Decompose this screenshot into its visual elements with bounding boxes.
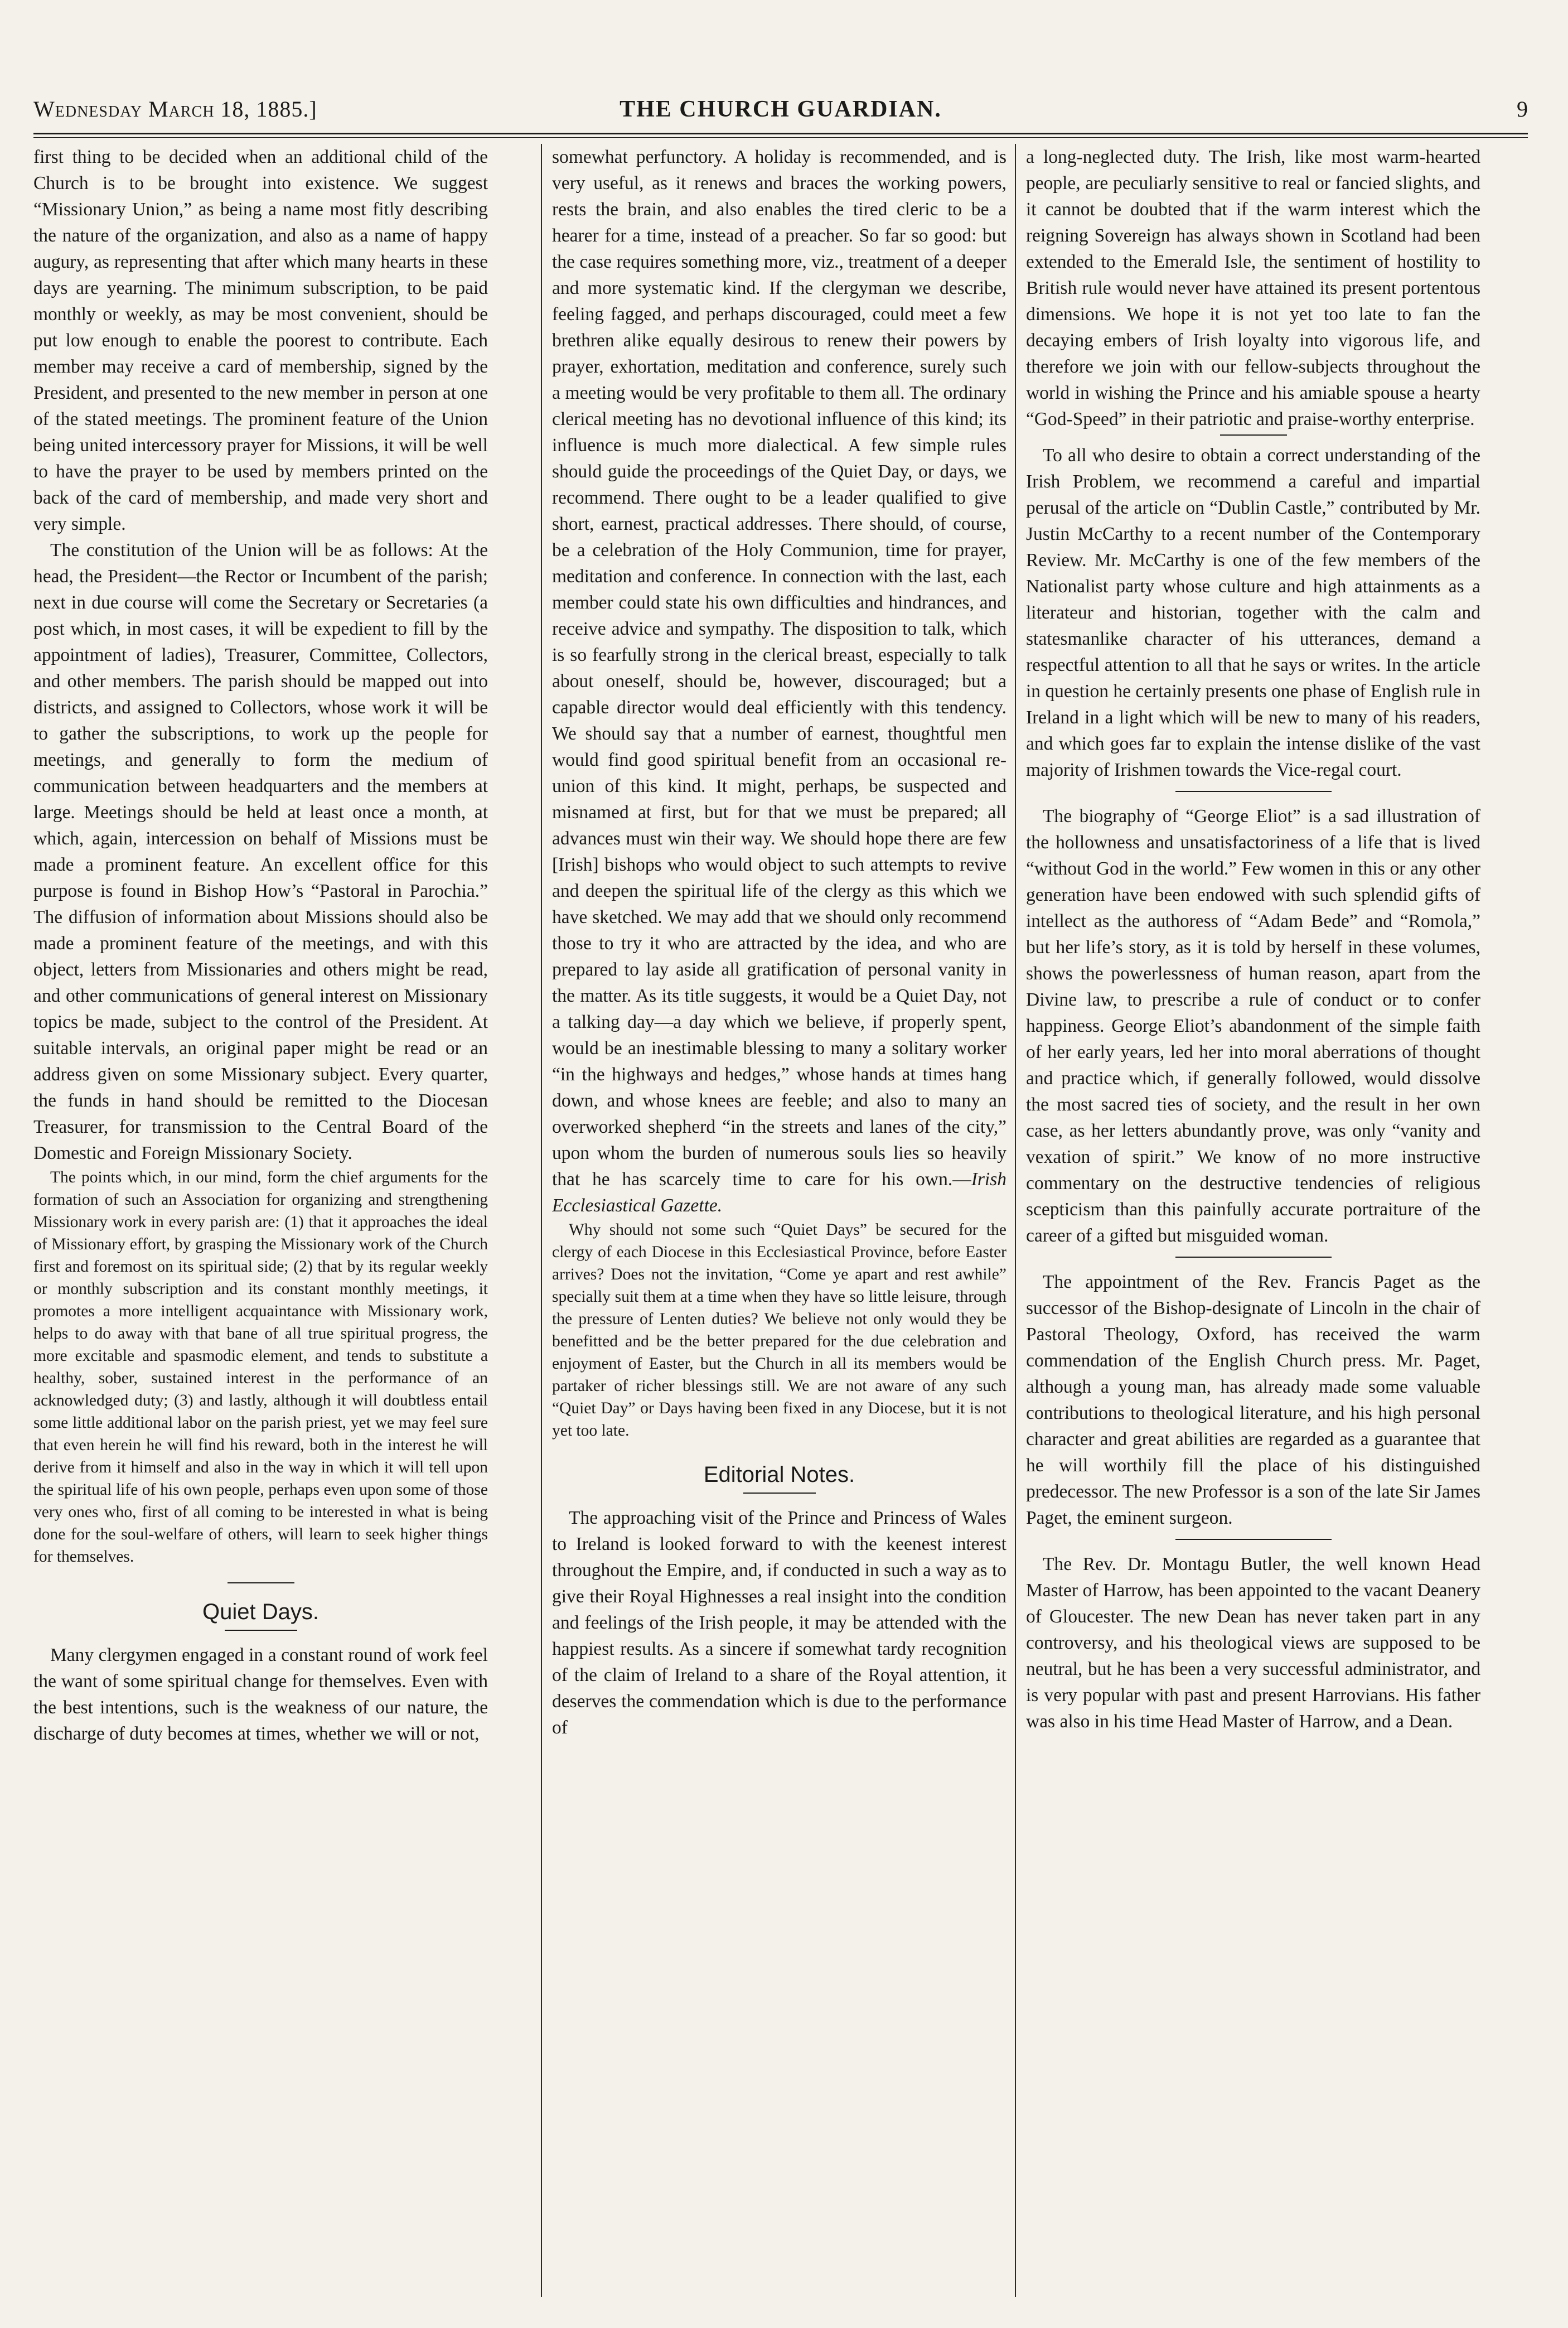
section-heading-editorial-notes: Editorial Notes. (703, 1462, 855, 1487)
article-paragraph: Many clergymen engaged in a constant round of work feel the want of some spiritual change for themselves. Even with the best intentions, such is the weakness of our nature, the discharge of duty becomes at times, whether we will or not, (33, 1645, 488, 1744)
section-rule (1175, 1257, 1332, 1258)
article-paragraph: a long-neglected duty. The Irish, like most warm-hearted people, are peculiarly sensitive to real or fancied slights, and it cannot be doubted that if the warm interest which the reigning Sovereign has always shown in Scotland had been extended to the Emerald Isle, the sentiment of hostility to British rule would never have attained its present portentous dimensions. We hope it is not yet too late to fan the decaying embers of Irish loyalty into vigorous life, and therefore we join with our fellow-subjects throughout the world in wishing the Prince and his amiable spouse a hearty “God-Speed” in their patriotic and praise-worthy enterprise. (1026, 147, 1480, 429)
section-rule (1175, 791, 1332, 792)
article-paragraph: To all who desire to obtain a correct understanding of the Irish Problem, we recommend a careful and impartial perusal of the article on “Dublin Castle,” contributed by Mr. Justin McCarthy to a recent number of the Contemporary Review. Mr. McCarthy is one of the few members of the Nationalist party whose culture and high attainments as a literateur and historian, together with the calm and statesmanlike character of his utterances, demand a respectful attention to all that he says or writes. In the article in question he certainly presents one phase of English rule in Ireland in a light which will be new to many of his readers, and which goes far to explain the intense dislike of the vast majority of Irishmen towards the Vice-regal court. (1026, 445, 1480, 780)
paragraph-text: somewhat perfunctory. A holiday is recommended, and is very useful, as it renews and braces the working powers, rests the brain, and also enables the tired cleric to be a hearer for a time, instead of a preacher. So far so good: but the case requires something more, viz., treatment of a deeper and more systematic kind. If the clergyman we describe, feeling fagged, and perhaps discouraged, could meet a few brethren alike equally desirous to renew their powers by prayer, exhortation, meditation and conference, surely such a meeting would be very profitable to them all. The ordinary clerical meeting has no devotional influence of this kind; its influence is much more dialectical. A few simple rules should guide the proceedings of the Quiet Day, or days, we recommend. There ought to be a leader qualified to give short, earnest, practical addresses. There should, of course, be a celebration of the Holy Communion, time for prayer, meditation and conference. In connection with the last, each member could state his own difficulties and hindrances, and receive advice and sympathy. The disposition to talk, which is so fearfully strong in the clerical breast, especially to talk about oneself, should be, however, discouraged; but a capable director would deal efficiently with this tendency. We should say that a number of earnest, thoughtful men would find good spiritual benefit from an occasional re-union of this kind. It might, perhaps, be suspected and misnamed at first, but for that we must be prepared; all advances must win their way. We should hope there are few [Irish] bishops who would object to such attempts to revive and deepen the spiritual life of the clergy as this which we have sketched. We may add that we should only recommend those to try it who are attracted by the idea, and who are prepared to lay aside all gratification of personal vanity in the matter. As its title suggests, it would be a Quiet Day, not a talking day—a day which we believe, if properly spent, would be an inestimable blessing to many a solitary worker “in the highways and hedges,” whose hands at times hang down, and whose knees are feeble; and also to many an overworked shepherd “in the streets and lanes of the city,” upon whom the burden of numerous souls lies so heavily that he has scarcely time to care for his own.— (552, 147, 1006, 1190)
article-paragraph: The points which, in our mind, form the chief arguments for the formation of such an Association for organizing and strengthening Missionary work in every parish are: (1) that it approaches the ideal of Missionary effort, by grasping the Missionary work of the Church first and foremost on its spiritual side; (2) that by its regular weekly or monthly subscription and its constant monthly meetings, it promotes a more intelligent acquaintance with Missionary work, helps to do away with that bane of all true spiritual progress, the more excitable and spasmodic element, and tends to substitute a healthy, sober, sustained interest in the performance of an acknowledged duty; (3) and lastly, although it will doubtless entail some little additional labor on the parish priest, yet we may feel sure that even herein he will find his reward, both in the interest he will derive from it himself and also in the way in which it will tell upon the spiritual life of his own people, perhaps even upon some of those very ones who, first of all coming to be interested in what is being done for the soul-welfare of others, will learn to seek higher things for themselves. (33, 1168, 488, 1566)
header-rule (33, 133, 1528, 134)
article-paragraph: The appointment of the Rev. Francis Paget as the successor of the Bishop-designate of Lincoln in the chair of Pastoral Theology, Oxford, has received the warm commendation of the English Church press. Mr. Paget, although a young man, has already made some valuable contributions to theological literature, and his high personal character and great abilities are regarded as a guarantee that he will worthily fill the place of his distinguished predecessor. The new Professor is a son of the late Sir James Paget, the eminent surgeon. (1026, 1272, 1480, 1528)
newspaper-title: THE CHURCH GUARDIAN. (620, 96, 942, 122)
header-rule-thin (33, 137, 1528, 138)
article-paragraph: The biography of “George Eliot” is a sad illustration of the hollowness and unsatisfactoriness of a life that is lived “without God in the world.” Few women in this or any other generation have been endowed with such splendid gifts of intellect as the authoress of “Adam Bede” and “Romola,” but her life’s story, as it is told by herself in these volumes, shows the powerlessness of human reason, apart from the Divine law, to prescribe a rule of conduct or to confer happiness. George Eliot’s abandonment of the simple faith of her early years, led her into moral aberrations of thought and practice which, if generally followed, would dissolve the most sacred ties of society, and the result in her own case, as her letters abundantly prove, was only “vanity and vexation of spirit.” We know of no more instructive commentary on the destructive tendencies of religious scepticism than this painfully accurate portraiture of the career of a gifted but misguided woman. (1026, 806, 1480, 1246)
section-rule (228, 1582, 294, 1583)
heading-rule (743, 1493, 816, 1494)
article-paragraph: The constitution of the Union will be as follows: At the head, the President—the Rector or Incumbent of the parish; next in due course will come the Secretary or Secretaries (a post which, in most cases, it will be expedient to fill by the appointment of ladies), Treasurer, Committee, Collectors, and other members. The parish should be mapped out into districts, and assigned to Collectors, whose work it will be to gather the subscriptions, to work up the people for meetings, and generally to form the medium of communication between headquarters and the members at large. Meetings should be held at least once a month, at which, again, intercession on behalf of Missions must be made a prominent feature. An excellent office for this purpose is found in Bishop How’s “Pastoral in Parochia.” The diffusion of information about Missions should also be made a prominent feature of the meetings, and with this object, letters from Missionaries and others might be read, and other communications of general interest on Missionary topics be made, subject to the control of the President. At suitable intervals, an original paper might be read or an address given on some Missionary subject. Every quarter, the funds in hand should be remitted to the Diocesan Treasurer, for transmission to the Central Board of the Domestic and Foreign Missionary Society. (33, 540, 488, 1163)
heading-rule (225, 1630, 297, 1631)
column-2 (552, 144, 1006, 2297)
page-number: 9 (1517, 96, 1528, 122)
column-3 (1026, 144, 1480, 2297)
masthead (33, 96, 1528, 132)
section-rule (1175, 1539, 1332, 1540)
article-paragraph (552, 144, 1006, 1219)
source-credit: Irish Ecclesiastical Gazette. (552, 1169, 1006, 1216)
issue-date: Wednesday March 18, 1885.] (33, 96, 317, 122)
article-paragraph: first thing to be decided when an additional child of the Church is to be brought into existence. We suggest “Missionary Union,” as being a name most fitly describing the nature of the organization, and also as a name of happy augury, as representing that after which many hearts in these days are yearning. The minimum subscription, to be paid monthly or weekly, as may be most convenient, should be put low enough to enable the poorest to contribute. Each member may receive a card of membership, signed by the President, and presented to the new member in person at one of the stated meetings. The prominent feature of the Union being united intercessory prayer for Missions, it will be well to have the prayer to be used by members printed on the back of the card of membership, and made very short and very simple. (33, 147, 488, 534)
article-paragraph: Why should not some such “Quiet Days” be secured for the clergy of each Diocese in this Ecclesiastical Province, before Easter arrives? Does not the invitation, “Come ye apart and rest awhile” specially suit them at a time when they have so little leisure, through the pressure of Lenten duties? We believe not only would they be benefitted and be the better prepared for the due celebration and enjoyment of Easter, but the Church in all its members would be partaker of richer blessings still. We are not aware of any such “Quiet Day” or Days having been fixed in any Diocese, but it is not yet too late. (552, 1221, 1006, 1440)
column-1 (33, 144, 488, 2297)
article-paragraph: The approaching visit of the Prince and Princess of Wales to Ireland is looked forward to with the keenest interest throughout the Empire, and, if conducted in such a way as to give their Royal Highnesses a real insight into the condition and feelings of the Irish people, it may be attended with the happiest results. As a sincere if somewhat tardy recognition of the claim of Ireland to a share of the Royal attention, it deserves the commendation which is due to the performance of (552, 1508, 1006, 1738)
article-paragraph: The Rev. Dr. Montagu Butler, the well known Head Master of Harrow, has been appointed to the vacant Deanery of Gloucester. The new Dean has never taken part in any controversy, and his theological views are supposed to be neutral, but he has been a very successful administrator, and is very popular with past and present Harrovians. His father was also in his time Head Master of Harrow, and a Dean. (1026, 1554, 1480, 1732)
column-divider (541, 144, 542, 2297)
section-rule (1220, 434, 1287, 436)
column-divider (1015, 144, 1016, 2297)
section-heading-quiet-days: Quiet Days. (202, 1600, 319, 1624)
